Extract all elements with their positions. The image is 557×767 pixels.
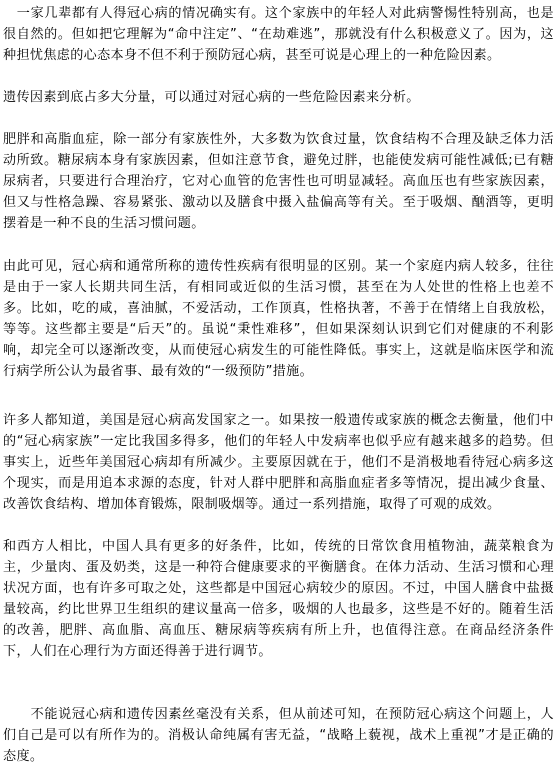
paragraph-genetic-factors-intro: 遗传因素到底占多大分量，可以通过对冠心病的一些危险因素来分析。 (3, 90, 420, 105)
paragraph-family-history: 一家几辈都有人得冠心病的情况确实有。这个家族中的年轻人对此病警惕性特别高，也是很自然的。但如把它理解为“命中注定”、“在劫难逃”，那就没有什么积极意义了。因为，这种担忧焦虑的心态本身不但不利于预防冠心病，甚至可说是心理上的一种危险因素。 (3, 6, 554, 63)
paragraph-risk-factors: 肥胖和高脂血症，除一部分有家族性外，大多数为饮食过量，饮食结构不合理及缺乏体力活动所致。糖尿病本身有家族因素，但如注意节食，避免过胖，也能使发病可能性减低;已有糖尿病者，只要进行合理治疗，它对心血管的危害性也可明显减轻。高血压也有些家族因素，但又与性格急躁、容易紧张、激动以及膳食中摄入盐偏高等有关。至于吸烟、酗酒等，更明摆着是一种不良的生活习惯问题。 (3, 132, 554, 231)
paragraph-lifestyle-habits: 由此可见，冠心病和通常所称的遗传性疾病有很明显的区别。某一个家庭内病人较多，往往是由于一家人长期共同生活，有相同或近似的生活习惯，甚至在为人处世的性格上也差不多。比如，吃的咸，喜油腻，不爱活动，工作顶真，性格执著，不善于在情绪上自我放松，等等。这些都主要是“后天”的。虽说“秉性难移”，但如果深刻认识到它们对健康的不利影响，却完全可以逐渐改变，从而使冠心病发生的可能性降低。事实上，这就是临床医学和流行病学所公认为最省事、最有效的“一级预防”措施。 (3, 259, 554, 379)
paragraph-us-example: 许多人都知道，美国是冠心病高发国家之一。如果按一般遗传或家族的概念去衡量，他们中的“冠心病家族”一定比我国多得多，他们的年轻人中发病率也似乎应有越来越多的趋势。但事实上，近些年美国冠心病却有所减少。主要原因就在于，他们不是消极地看待冠心病多这个现实，而是用追本求源的态度，针对人群中肥胖和高脂血症者多等情况，提出减少食量、改善饮食结构、增加体育锻炼，限制吸烟等。通过一系列措施，取得了可观的成效。 (3, 413, 554, 512)
paragraph-conclusion: 不能说冠心病和遗传因素丝毫没有关系，但从前述可知，在预防冠心病这个问题上，人们自己是可以有所作为的。消极认命纯属有害无益，“战略上藐视，战术上重视”才是正确的态度。 (3, 707, 554, 764)
paragraph-chinese-comparison: 和西方人相比，中国人具有更多的好条件，比如，传统的日常饮食用植物油，蔬菜粮食为主，少量肉、蛋及奶类，这是一种符合健康要求的平衡膳食。在体力活动、生活习惯和心理状况方面，也有许多可取之处，这些都是中国冠心病较少的原因。不过，中国人膳食中盐摄量较高，约比世界卫生组织的建议量高一倍多，吸烟的人也最多，这些是不好的。随着生活的改善，肥胖、高血脂、高血压、糖尿病等疾病有所上升，也值得注意。在商品经济条件下，人们在心理行为方面还得善于进行调节。 (3, 539, 554, 659)
